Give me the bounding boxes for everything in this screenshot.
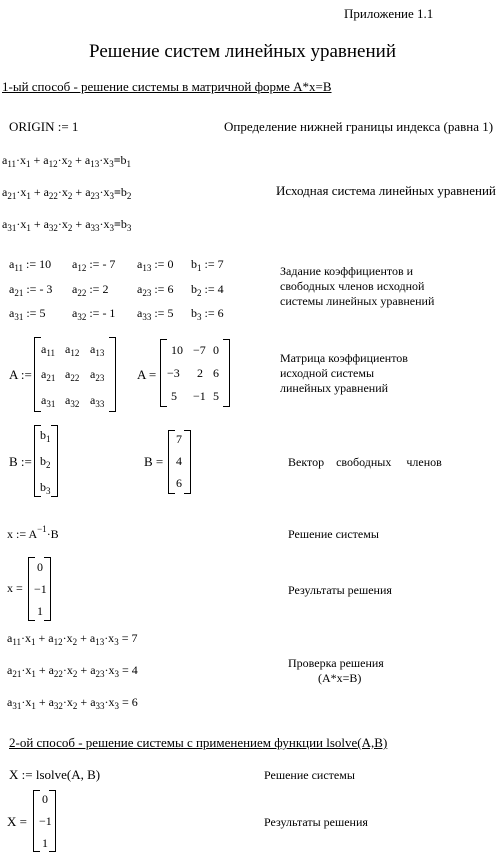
- vector-B-eval-label: B =: [144, 454, 164, 469]
- vector-x-values: [28, 557, 51, 621]
- vector-B-symbolic: $b_1$ $b_2$ $b_3$: [34, 425, 58, 497]
- check-equation-3: $a_{31}\cdot x_1 + a_{32}\cdot x_2 + a_{33}\cdot x_3 = 6$: [7, 695, 138, 711]
- vector-X-values: [33, 790, 56, 852]
- check-note-line1: Проверка решения: [288, 656, 384, 670]
- check-equation-2: $a_{21}\cdot x_1 + a_{22}\cdot x_2 + a_{23}\cdot x_3 = 4$: [7, 663, 138, 679]
- vector-B-cell: 4: [176, 454, 182, 468]
- x-eval-label: x =: [7, 581, 23, 595]
- vector-B-values: [168, 430, 191, 494]
- appendix-label: Приложение 1.1: [344, 6, 434, 21]
- solution-expression: x := $A^{-1}\cdot B$: [7, 524, 59, 541]
- vector-X-cell: 0: [42, 792, 48, 806]
- coef-a32: $a_{32}$ := - 1: [72, 306, 116, 322]
- page-title: Решение систем линейных уравнений: [89, 41, 396, 62]
- matrix-A-cell: −3: [167, 366, 180, 380]
- origin-note: Определение нижней границы индекса (равна 1): [224, 119, 494, 134]
- matrix-A-values: [160, 339, 230, 407]
- vector-X-cell: −1: [39, 814, 52, 828]
- method1-heading: 1-ый способ - решение системы в матричной форме A*x=B: [2, 79, 332, 94]
- matrix-A-def-label: A :=: [9, 367, 32, 382]
- matrix-A-cell: 2: [197, 366, 203, 380]
- matrix-A-eval-label: A =: [137, 367, 157, 382]
- results-note: Результаты решения: [288, 583, 392, 597]
- matrix-A-symbolic: $a_{11}$ $a_{12}$ $a_{13}$ $a_{21}$ $a_{22}$ $a_{23}$ $a_{31}$ $a_{32}$ $a_{33}$: [34, 337, 116, 412]
- system-note: Исходная система линейных уравнений: [276, 183, 496, 198]
- check-note-line2: (A*x=B): [318, 671, 362, 685]
- matrix-A-cell: 5: [171, 389, 177, 403]
- vector-X-cell: 1: [42, 836, 48, 850]
- equation-3: $a_{31}\cdot x_1 + a_{32}\cdot x_2 + a_{33}\cdot x_3=b_3$: [2, 217, 132, 233]
- matrix-note-line1: Матрица коэффициентов: [280, 351, 408, 365]
- coef-note-line3: системы линейных уравнений: [280, 294, 435, 308]
- coef-b2: $b_2$ := 4: [191, 282, 224, 298]
- vector-x-cell: −1: [34, 582, 47, 596]
- coef-b1: $b_1$ := 7: [191, 257, 224, 273]
- coef-a23: $a_{23}$ := 6: [137, 282, 174, 298]
- coef-a13: $a_{13}$ := 0: [137, 257, 174, 273]
- vector-x-cell: 0: [37, 560, 43, 574]
- matrix-A-cell: 10: [171, 343, 183, 357]
- coef-a11: $a_{11}$ := 10: [9, 257, 52, 273]
- matrix-A-cell: 0: [213, 343, 219, 357]
- matrix-note-line2: исходной системы: [280, 366, 375, 380]
- coef-note-line2: свободных членов исходной: [280, 279, 425, 293]
- matrix-A-cell: −1: [193, 389, 206, 403]
- matrix-A-cell: −7: [193, 343, 206, 357]
- coef-a31: $a_{31}$ := 5: [9, 306, 46, 322]
- solution-note: Решение системы: [288, 527, 379, 541]
- matrix-A-cell: 6: [213, 366, 219, 380]
- vector-B-cell: 7: [176, 432, 182, 446]
- check-equation-1: $a_{11}\cdot x_1 + a_{12}\cdot x_2 + a_{13}\cdot x_3 = 7$: [7, 631, 138, 647]
- vector-note: Вектор свободных членов: [288, 455, 442, 469]
- equation-1: $a_{11}\cdot x_1 + a_{12}\cdot x_2 + a_{13}\cdot x_3=b_1$: [2, 153, 132, 169]
- equation-2: $a_{21}\cdot x_1 + a_{22}\cdot x_2 + a_{23}\cdot x_3=b_2$: [2, 185, 132, 201]
- matrix-A-cell: 5: [213, 389, 219, 403]
- coef-note-line1: Задание коэффициентов и: [280, 264, 414, 278]
- vector-x-cell: 1: [37, 604, 43, 618]
- X-eval-label: X =: [7, 814, 27, 829]
- coef-a12: $a_{12}$ := - 7: [72, 257, 116, 273]
- coef-a33: $a_{33}$ := 5: [137, 306, 174, 322]
- lsolve-expression: X := lsolve(A, B): [9, 767, 101, 782]
- matrix-note-line3: линейных уравнений: [280, 381, 389, 395]
- coef-b3: $b_3$ := 6: [191, 306, 224, 322]
- vector-B-def-label: B :=: [9, 454, 32, 469]
- vector-B-cell: 6: [176, 476, 182, 490]
- origin-expression: ORIGIN := 1: [9, 119, 79, 134]
- solution-note-2: Решение системы: [264, 768, 355, 782]
- coef-a21: $a_{21}$ := - 3: [9, 282, 53, 298]
- method2-heading: 2-ой способ - решение системы с применением функции lsolve(A,B): [9, 735, 388, 750]
- results-note-2: Результаты решения: [264, 815, 368, 829]
- coef-a22: $a_{22}$ := 2: [72, 282, 109, 298]
